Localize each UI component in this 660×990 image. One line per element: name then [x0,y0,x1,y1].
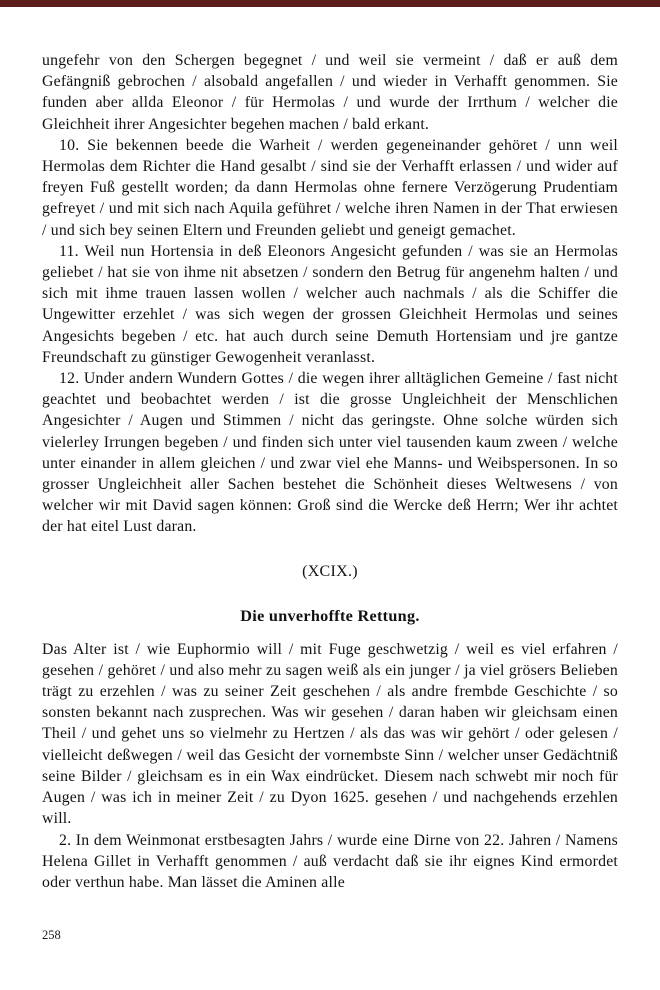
paragraph-item-12: 12. Under andern Wundern Gottes / die wegen ihrer alltäglichen Gemeine / fast nicht geachtet und beobachtet werden / ist die grosse Ungleichheit der Menschlichen Angesichter / Augen und Stimmen / nicht das geringste. Ohne solche würden sich vielerley Irrungen begeben / und finden sich unter viel tausenden kaum zween / welche unter einander in allem gleichen / und zwar viel ehe Manns- und Weibspersonen. In so grosser Ungleichheit aller Sachen bestehet die Schönheit dieses Weltwesens / von welcher wir mit David sagen können: Groß sind die Wercke deß Herrn; Wer ihr achtet der hat eitel Lust daran. [42,370,618,536]
paragraph-item-10: 10. Sie bekennen beede die Warheit / werden gegeneinander gehöret / unn weil Hermolas dem Richter die Hand gesalbt / sind sie der Verhafft erlassen / und wider auf freyen Fuß gestellt worden; da dann Hermolas ohne fernere Verzögerung Prudentiam gefreyet / und mit sich nach Aquila geführet / welche ihren Namen in der That erwiesen / und sich bey seinen Eltern und Freunden geliebt und geneigt gemachet. [42,136,618,239]
paragraph-chapter-opening: Das Alter ist / wie Euphormio will / mit Fuge geschwetzig / weil es viel erfahren / gesehen / gehöret / und also mehr zu sagen weiß als ein junger / ja viel grösers Belieben trägt zu erzehlen / was zu seiner Zeit geschehen / als andre frembde Geschichte / so sonsten bekannt nach zusprechen. Was wir gesehen / daran haben wir gleichsam einen Theil / und gehet uns so vielmehr zu Hertzen / als das was wir gehört / oder gelesen / vielleicht deßwegen / weil das Gesicht der vornembste Sinn / welcher unser Gedächtniß seine Bilder / gleichsam es in ein Wax eindrücket. Diesem nach schwebt mir noch für Augen / was ich in meiner Zeit / zu Dyon 1625. gesehen / und nachgehends erzehlen will. [42,640,618,828]
paragraph-continuation: ungefehr von den Schergen begegnet / und weil sie vermeint / daß er auß dem Gefängniß gebrochen / alsobald angefallen / und wieder in Verhafft genommen. Sie funden aber allda Eleonor / für Hermolas / und wurde der Irrthum / welcher die Gleichheit ihrer Angesichter begehen machen / bald erkant. [42,52,618,133]
text-column [42,50,618,893]
book-edge-strip [0,0,660,7]
page-number: 258 [42,928,61,942]
paragraph-item-11: 11. Weil nun Hortensia in deß Eleonors Angesicht gefunden / was sie an Hermolas geliebet / hat sie von ihme nit absetzen / sondern den Betrug für angenehm halten / und sich mit ihme trauen lassen wollen / welcher auch nachmals / als die Schiffer die Ungewitter erzehlet / was sich wegen der grossen Gleichheit Hermolas und seines Angesichts begeben / etc. hat auch durch seine Demuth Hortensiam und jre gantze Freundschaft zu günstiger Gewogenheit veranlasst. [42,242,618,366]
chapter-number-heading: (XCIX.) [302,562,358,580]
chapter-title: Die unverhoffte Rettung. [240,606,420,625]
paragraph-item-2: 2. In dem Weinmonat erstbesagten Jahrs / wurde eine Dirne von 22. Jahren / Namens Helena Gillet in Verhafft genommen / auß verdacht daß sie ihr eignes Kind ermordet oder verthun habe. Man lässet die Aminen alle [42,831,618,891]
